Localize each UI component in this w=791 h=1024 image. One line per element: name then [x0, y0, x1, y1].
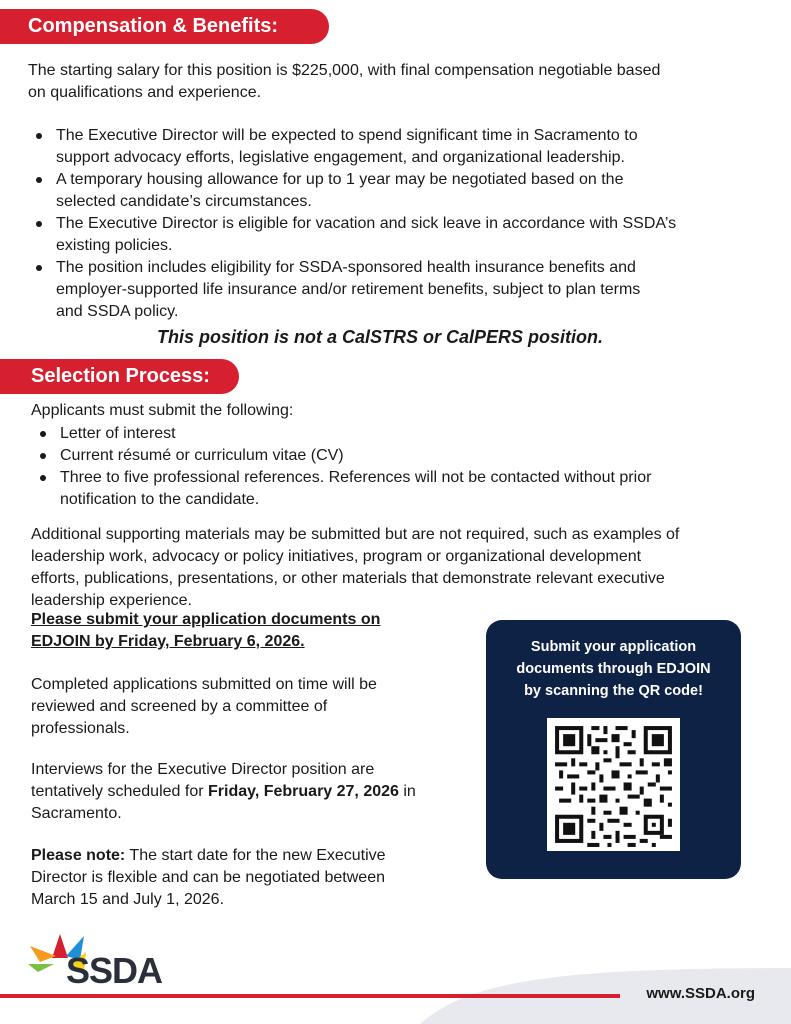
list-item: The position includes eligibility for SSDA-sponsored health insurance benefits and employer-supported life insurance and/or retirement benefits, subject to plan terms and SSDA policy.: [30, 257, 676, 323]
compensation-heading: Compensation & Benefits:: [0, 9, 329, 44]
deadline-notice: Please submit your application documents on EDJOIN by Friday, February 6, 2026.: [31, 611, 381, 650]
list-item: Current résumé or curriculum vitae (CV): [34, 445, 651, 467]
qr-code-icon: [547, 718, 680, 851]
qr-card: [486, 620, 741, 879]
interview-date: Friday, February 27, 2026: [208, 783, 399, 800]
benefits-list: [30, 125, 676, 323]
salary-line-1: The starting salary for this position is $225,000, with final compensation negotiable based: [28, 62, 661, 79]
footer-divider: [0, 994, 620, 998]
list-item: Three to five professional references. References will not be contacted without prior notification to the candidate.: [34, 467, 651, 511]
selection-intro: Applicants must submit the following:: [31, 402, 294, 419]
list-item: The Executive Director is eligible for vacation and sick leave in accordance with SSDA’s existing policies.: [30, 213, 676, 257]
requirements-list: [34, 423, 651, 511]
salary-line-2: on qualifications and experience.: [28, 84, 262, 101]
logo-text: SSDA: [66, 950, 163, 991]
qr-code[interactable]: [547, 718, 680, 851]
list-item: The Executive Director will be expected to spend significant time in Sacramento to support advocacy efforts, legislative engagement, and organizational leadership.: [30, 125, 676, 169]
list-item: Letter of interest: [34, 423, 651, 445]
selection-heading: Selection Process:: [0, 359, 239, 394]
footer-url-link[interactable]: www.SSDA.org: [646, 985, 755, 1002]
list-item: A temporary housing allowance for up to 1 year may be negotiated based on the selected candidate’s circumstances.: [30, 169, 676, 213]
additional-materials-paragraph: Additional supporting materials may be submitted but are not required, such as examples of leadership work, advocacy or policy initiatives, program or organizational development efforts, publications, presentations, or other materials that demonstrate relevant executive leadership experience.: [31, 526, 680, 609]
pension-note: This position is not a CalSTRS or CalPERS position.: [156, 327, 604, 347]
interview-paragraph: Interviews for the Executive Director position are tentatively scheduled for Friday, February 27, 2026 in Sacramento.: [31, 761, 416, 822]
start-date-note: Please note: The start date for the new Executive Director is flexible and can be negotiated between March 15 and July 1, 2026.: [31, 847, 386, 908]
review-paragraph: Completed applications submitted on time will be reviewed and screened by a committee of professionals.: [31, 676, 377, 737]
salary-paragraph: [28, 60, 660, 104]
note-label: Please note:: [31, 847, 126, 864]
qr-caption: Submit your application documents through EDJOIN by scanning the QR code!: [516, 639, 711, 699]
